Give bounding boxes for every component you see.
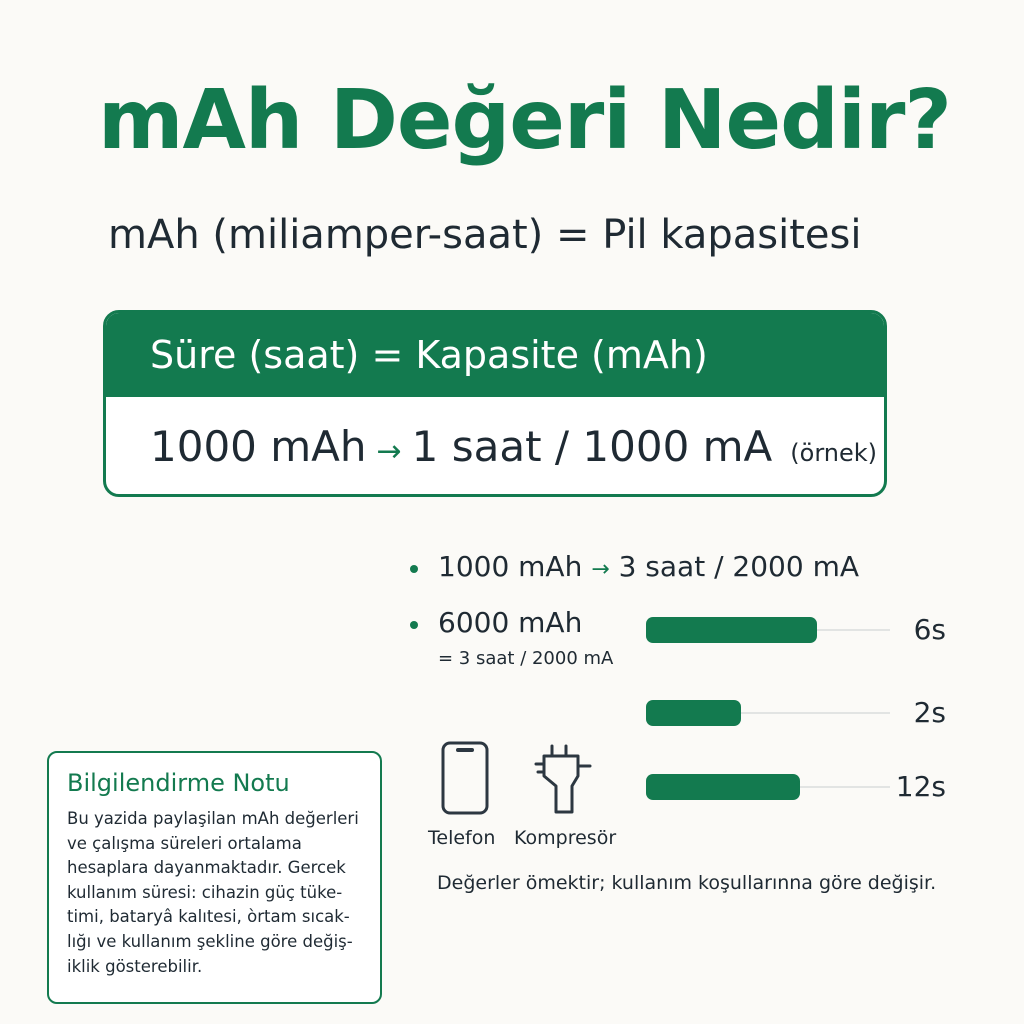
formula-example-left: 1000 mAh	[150, 422, 367, 471]
bar-label: 2s	[913, 696, 946, 729]
device-label-compressor: Kompresör	[514, 827, 617, 849]
duration-bar	[646, 615, 946, 645]
bar-fill	[646, 700, 741, 726]
smartphone-icon	[440, 740, 490, 820]
formula-card	[103, 310, 887, 497]
duration-bar	[646, 772, 946, 802]
bar-fill	[646, 774, 800, 800]
bar-label: 6s	[913, 613, 946, 646]
bar-label: 12s	[895, 770, 946, 803]
info-line: lığı ve kullanım şekline göre değiş-	[67, 931, 353, 951]
formula-example	[106, 397, 884, 497]
bullet-right: 3 saat / 2000 mA	[618, 550, 860, 583]
duration-bar	[646, 698, 946, 728]
bullet-sub: = 3 saat / 2000 mA	[438, 648, 614, 669]
device-label-phone: Telefon	[428, 827, 496, 849]
bullet-left: 1000 mAh	[438, 550, 583, 583]
info-line: kullanım süresi: cihazin güç tüke-	[67, 882, 343, 902]
info-line: timi, bataryâ kalıtesi, òrtam sıcak-	[67, 907, 350, 927]
compressor-icon	[534, 742, 596, 820]
info-box-title: Bilgilendirme Notu	[67, 769, 290, 797]
info-line: ve çalışma süreleri ortalama	[67, 833, 302, 853]
info-line: iklik gösterebilir.	[67, 956, 203, 976]
page-title: mAh Değeri Nedir?	[98, 73, 951, 168]
bar-fill	[646, 617, 817, 643]
info-box-text	[67, 807, 362, 979]
formula-example-right: 1 saat / 1000 mA	[411, 422, 773, 471]
arrow-right-icon: →	[591, 557, 610, 582]
info-line: Bu yazida paylaşilan mAh değerleri	[67, 809, 359, 828]
formula-example-note: (örnek)	[790, 439, 878, 467]
arrow-right-icon: →	[376, 434, 402, 469]
info-line: hesaplara dayanmaktadır. Gercek	[67, 858, 346, 878]
info-box	[47, 751, 382, 1004]
disclaimer-note: Değerler ömektir; kullanım koşullarınna göre değişir.	[437, 872, 937, 894]
formula-heading: Süre (saat) = Kapasite (mAh)	[106, 313, 884, 397]
bullet-text	[438, 550, 859, 583]
bullet-dot-icon	[410, 565, 418, 573]
bullet-dot-icon	[410, 621, 418, 629]
page-subtitle: mAh (miliamper-saat) = Pil kapasitesi	[108, 212, 862, 258]
bullet-main: 6000 mAh	[438, 606, 583, 639]
